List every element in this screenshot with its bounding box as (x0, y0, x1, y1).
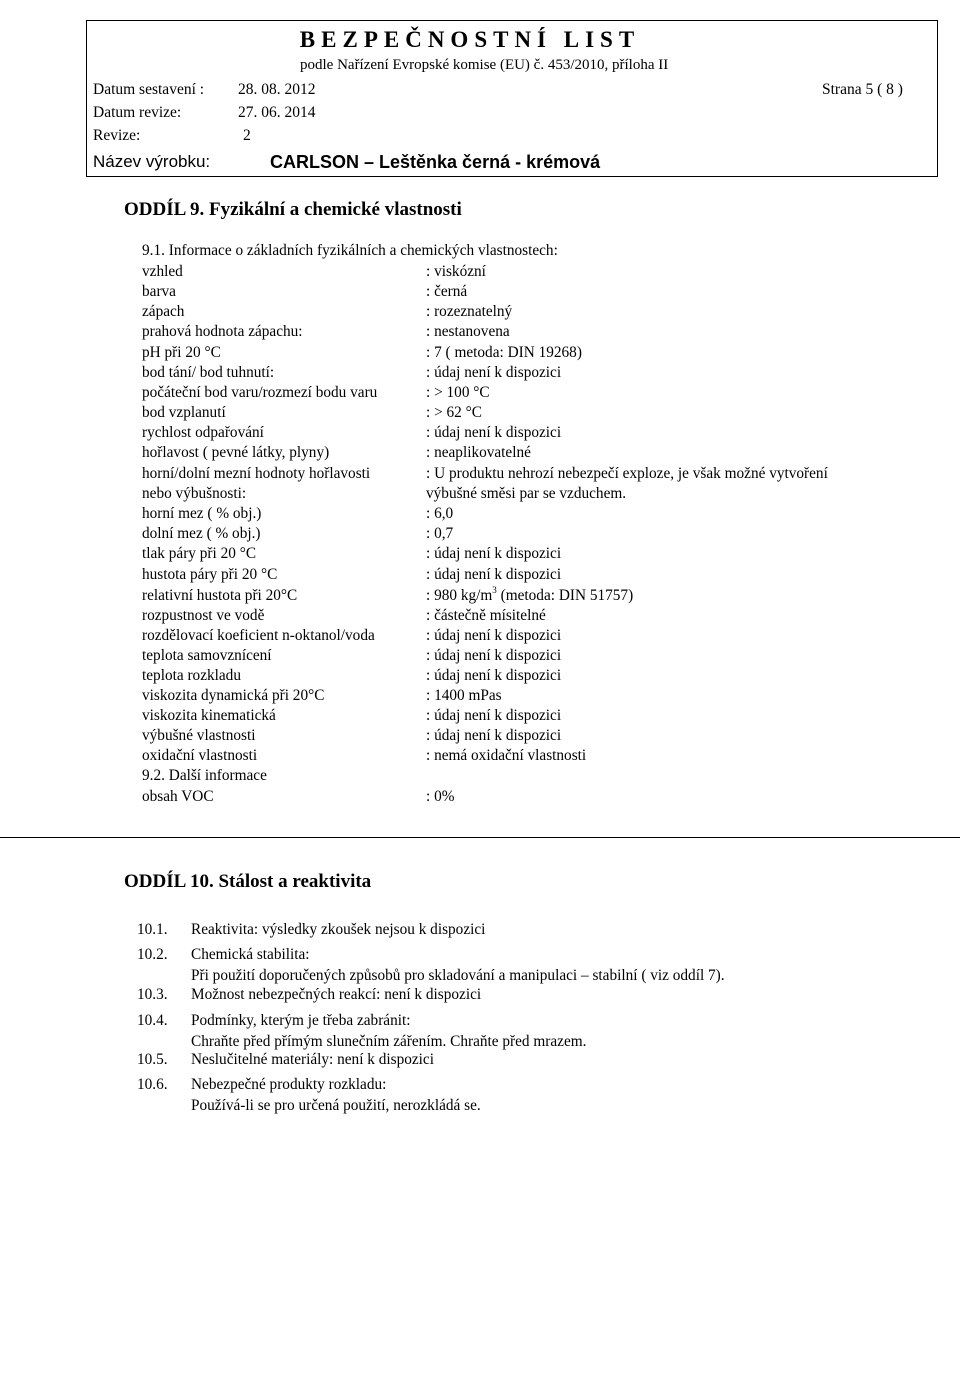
property-label: oxidační vlastnosti (142, 747, 258, 764)
property-value: : nestanovena (426, 323, 510, 340)
property-label: rozdělovací koeficient n-oktanol/voda (142, 627, 375, 644)
property-value: : údaj není k dispozici (426, 364, 562, 381)
property-value: : neaplikovatelné (426, 444, 531, 461)
property-label: nebo výbušnosti: (142, 485, 247, 502)
property-value: : U produktu nehrozí nebezpečí exploze, je však možné vytvoření (426, 465, 828, 482)
datum-revize-value: 27. 06. 2014 (238, 104, 316, 121)
item-text: Možnost nebezpečných reakcí: není k dispozici (191, 986, 482, 1003)
item-text: Neslučitelné materiály: není k dispozici (191, 1051, 434, 1068)
product-label: Název výrobku: (93, 152, 211, 171)
property-label: viskozita dynamická při 20°C (142, 687, 325, 704)
section9-title: ODDÍL 9. Fyzikální a chemické vlastnosti (124, 199, 462, 220)
page-number: Strana 5 ( 8 ) (822, 81, 903, 98)
property-label: obsah VOC (142, 788, 214, 805)
property-label: horní mez ( % obj.) (142, 505, 262, 522)
item-number: 10.1. (137, 921, 168, 938)
item-text: Chraňte před přímým slunečním zářením. Chraňte před mrazem. (191, 1033, 587, 1050)
property-label: tlak páry při 20 °C (142, 545, 257, 562)
property-label: relativní hustota při 20°C (142, 587, 298, 604)
item-number: 10.2. (137, 946, 168, 963)
property-label: zápach (142, 303, 185, 320)
datum-revize-label: Datum revize: (93, 104, 182, 121)
section-divider (0, 837, 960, 838)
item-text: Chemická stabilita: (191, 946, 310, 963)
property-value: : nemá oxidační vlastnosti (426, 747, 587, 764)
property-value: : 0% (426, 788, 455, 805)
property-value: : viskózní (426, 263, 486, 280)
item-text: Nebezpečné produkty rozkladu: (191, 1076, 387, 1093)
item-text: Reaktivita: výsledky zkoušek nejsou k dispozici (191, 921, 486, 938)
property-label: dolní mez ( % obj.) (142, 525, 261, 542)
property-label: 9.2. Další informace (142, 767, 267, 784)
property-value: : 980 $kg/m^3$ (metoda: DIN 51757) (426, 585, 634, 604)
property-label: bod tání/ bod tuhnutí: (142, 364, 275, 381)
item-number: 10.3. (137, 986, 168, 1003)
property-value: : černá (426, 283, 468, 300)
property-value: : 7 ( metoda: DIN 19268) (426, 344, 582, 361)
product-name: CARLSON – Leštěnka černá - krémová (270, 152, 601, 172)
property-value: : údaj není k dispozici (426, 424, 562, 441)
property-value: : údaj není k dispozici (426, 627, 562, 644)
property-label: rozpustnost ve vodě (142, 607, 265, 624)
property-label: výbušné vlastnosti (142, 727, 256, 744)
property-value: : 6,0 (426, 505, 454, 522)
property-label: horní/dolní mezní hodnoty hořlavosti (142, 465, 371, 482)
property-value: : částečně mísitelné (426, 607, 546, 624)
revize-label: Revize: (93, 127, 141, 144)
property-value: : 1400 mPas (426, 687, 502, 704)
property-value: výbušné směsi par se vzduchem. (426, 485, 627, 502)
property-value: : > 62 °C (426, 404, 482, 421)
property-value: : údaj není k dispozici (426, 647, 562, 664)
property-label: počáteční bod varu/rozmezí bodu varu (142, 384, 378, 401)
document-title: BEZPEČNOSTNÍ LIST (299, 27, 641, 52)
property-label: pH při 20 °C (142, 344, 221, 361)
property-value: : 0,7 (426, 525, 454, 542)
item-number: 10.5. (137, 1051, 168, 1068)
property-value: : údaj není k dispozici (426, 545, 562, 562)
datum-sestaveni-value: 28. 08. 2012 (238, 81, 316, 98)
property-label: bod vzplanutí (142, 404, 226, 421)
property-value: : > 100 °C (426, 384, 490, 401)
property-value: : údaj není k dispozici (426, 707, 562, 724)
property-value: : údaj není k dispozici (426, 566, 562, 583)
property-value: : údaj není k dispozici (426, 667, 562, 684)
section10-title: ODDÍL 10. Stálost a reaktivita (124, 871, 372, 892)
property-label: prahová hodnota zápachu: (142, 323, 303, 340)
section9-intro: 9.1. Informace o základních fyzikálních a chemických vlastnostech: (142, 242, 558, 259)
datum-sestaveni-label: Datum sestavení : (93, 81, 205, 98)
property-label: viskozita kinematická (142, 707, 276, 724)
property-label: rychlost odpařování (142, 424, 264, 441)
property-value: : rozeznatelný (426, 303, 513, 320)
property-label: hustota páry při 20 °C (142, 566, 278, 583)
property-label: teplota rozkladu (142, 667, 241, 684)
property-value: : údaj není k dispozici (426, 727, 562, 744)
property-label: vzhled (142, 263, 183, 280)
property-label: teplota samovznícení (142, 647, 272, 664)
document-subtitle: podle Nařízení Evropské komise (EU) č. 453/2010, příloha II (300, 57, 669, 73)
item-text: Podmínky, kterým je třeba zabránit: (191, 1012, 411, 1029)
item-number: 10.4. (137, 1012, 168, 1029)
item-number: 10.6. (137, 1076, 168, 1093)
property-label: barva (142, 283, 176, 300)
item-text: Při použití doporučených způsobů pro skladování a manipulaci – stabilní ( viz oddíl 7). (191, 967, 725, 984)
item-text: Používá-li se pro určená použití, nerozkládá se. (191, 1097, 481, 1114)
revize-value: 2 (243, 127, 251, 144)
property-label: hořlavost ( pevné látky, plyny) (142, 444, 330, 461)
